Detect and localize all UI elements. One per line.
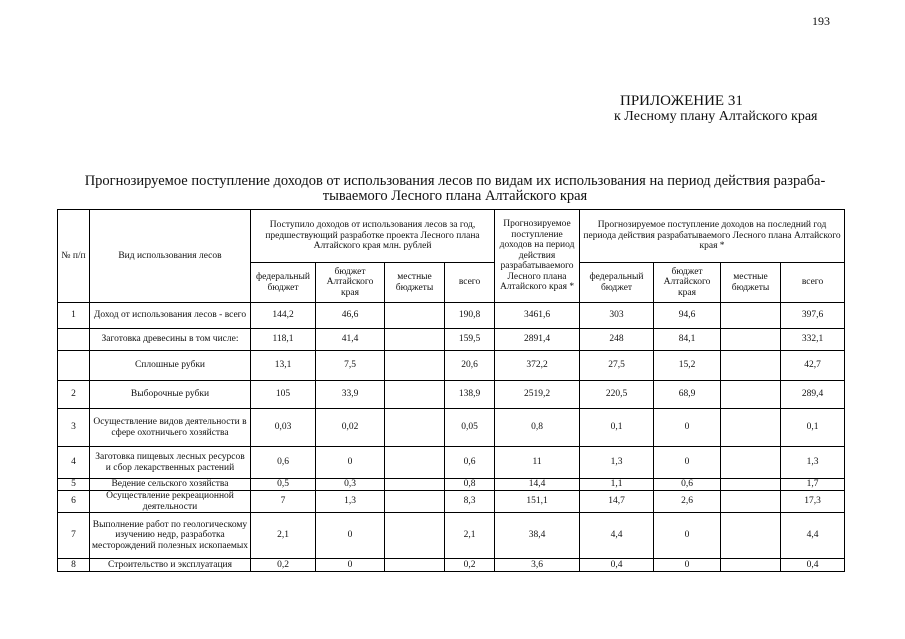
cell-total: 0,8 xyxy=(445,479,495,491)
cell-total-last: 17,3 xyxy=(781,491,845,513)
cell-local-last xyxy=(721,513,781,559)
cell-federal-last: 1,1 xyxy=(580,479,654,491)
cell-forecast-period: 38,4 xyxy=(495,513,580,559)
cell-total: 190,8 xyxy=(445,303,495,329)
cell-regional: 0 xyxy=(316,513,385,559)
row-name: Выполнение работ по геологическому изучению недр, разработка месторождений полезных ископаемых xyxy=(90,513,251,559)
cell-local-last xyxy=(721,303,781,329)
cell-federal: 7 xyxy=(251,491,316,513)
row-name: Сплошные рубки xyxy=(90,351,251,381)
cell-local xyxy=(385,513,445,559)
revenue-table xyxy=(57,209,845,572)
cell-total: 0,2 xyxy=(445,559,495,572)
row-name: Ведение сельского хозяйства xyxy=(90,479,251,491)
cell-federal: 0,03 xyxy=(251,409,316,447)
table-row xyxy=(58,479,845,491)
cell-forecast-period: 372,2 xyxy=(495,351,580,381)
cell-federal-last: 303 xyxy=(580,303,654,329)
row-name: Строительство и эксплуатация xyxy=(90,559,251,572)
cell-total-last: 4,4 xyxy=(781,513,845,559)
cell-regional: 1,3 xyxy=(316,491,385,513)
cell-federal: 105 xyxy=(251,381,316,409)
cell-federal-last: 1,3 xyxy=(580,447,654,479)
cell-federal: 13,1 xyxy=(251,351,316,381)
cell-local xyxy=(385,409,445,447)
cell-forecast-period: 3461,6 xyxy=(495,303,580,329)
header-type: Вид использования лесов xyxy=(90,210,251,303)
cell-regional: 0,02 xyxy=(316,409,385,447)
row-name: Доход от использования лесов - всего xyxy=(90,303,251,329)
cell-local-last xyxy=(721,447,781,479)
cell-regional-last: 0 xyxy=(654,409,721,447)
row-number: 1 xyxy=(58,303,90,329)
table-row xyxy=(58,409,845,447)
cell-federal-last: 0,1 xyxy=(580,409,654,447)
cell-local-last xyxy=(721,409,781,447)
cell-federal: 144,2 xyxy=(251,303,316,329)
cell-total: 159,5 xyxy=(445,329,495,351)
cell-regional-last: 68,9 xyxy=(654,381,721,409)
document-title xyxy=(40,174,870,204)
row-number: 4 xyxy=(58,447,90,479)
cell-local-last xyxy=(721,329,781,351)
header-regional: бюджет Алтайского края xyxy=(316,263,385,303)
header-total-last: всего xyxy=(781,263,845,303)
cell-regional-last: 2,6 xyxy=(654,491,721,513)
appendix-line-1: ПРИЛОЖЕНИЕ 31 xyxy=(620,93,743,109)
cell-regional-last: 0 xyxy=(654,559,721,572)
header-received-group: Поступило доходов от использования лесов за год, предшествующий разработке проекта Лесного плана Алтайского края млн. рублей xyxy=(251,210,495,263)
row-name: Выборочные рубки xyxy=(90,381,251,409)
row-number: 3 xyxy=(58,409,90,447)
cell-regional-last: 94,6 xyxy=(654,303,721,329)
cell-local-last xyxy=(721,559,781,572)
cell-total-last: 289,4 xyxy=(781,381,845,409)
table-row xyxy=(58,381,845,409)
cell-federal: 0,5 xyxy=(251,479,316,491)
cell-total: 0,05 xyxy=(445,409,495,447)
cell-total: 0,6 xyxy=(445,447,495,479)
row-name: Осуществление рекреационной деятельности xyxy=(90,491,251,513)
cell-total: 138,9 xyxy=(445,381,495,409)
cell-federal: 0,2 xyxy=(251,559,316,572)
cell-federal-last: 27,5 xyxy=(580,351,654,381)
cell-local-last xyxy=(721,381,781,409)
row-number xyxy=(58,329,90,351)
cell-regional-last: 0,6 xyxy=(654,479,721,491)
cell-forecast-period: 151,1 xyxy=(495,491,580,513)
appendix-heading xyxy=(580,94,880,124)
cell-total-last: 332,1 xyxy=(781,329,845,351)
cell-regional: 33,9 xyxy=(316,381,385,409)
header-regional-last: бюджет Алтайского края xyxy=(654,263,721,303)
cell-forecast-period: 2519,2 xyxy=(495,381,580,409)
row-name: Заготовка древесины в том числе: xyxy=(90,329,251,351)
cell-regional: 46,6 xyxy=(316,303,385,329)
cell-forecast-period: 11 xyxy=(495,447,580,479)
header-row-top xyxy=(58,210,845,263)
cell-local xyxy=(385,303,445,329)
cell-local-last xyxy=(721,491,781,513)
table-row xyxy=(58,513,845,559)
cell-total: 2,1 xyxy=(445,513,495,559)
row-name: Осуществление видов деятельности в сфере охотничьего хозяйства xyxy=(90,409,251,447)
table-body xyxy=(58,303,845,572)
row-number: 7 xyxy=(58,513,90,559)
table-row xyxy=(58,491,845,513)
cell-local xyxy=(385,559,445,572)
title-line-1: Прогнозируемое поступление доходов от использования лесов по видам их использования на период действия разраба- xyxy=(84,173,826,189)
row-number: 5 xyxy=(58,479,90,491)
cell-total-last: 0,4 xyxy=(781,559,845,572)
row-number: 8 xyxy=(58,559,90,572)
cell-local xyxy=(385,351,445,381)
cell-forecast-period: 0,8 xyxy=(495,409,580,447)
cell-federal: 118,1 xyxy=(251,329,316,351)
row-number: 6 xyxy=(58,491,90,513)
header-forecast-period: Прогнозируемое поступление доходов на период действия разрабатываемого Лесного плана Алтайского края * xyxy=(495,210,580,303)
header-local: местные бюджеты xyxy=(385,263,445,303)
cell-local-last xyxy=(721,351,781,381)
cell-total-last: 397,6 xyxy=(781,303,845,329)
cell-regional: 0 xyxy=(316,559,385,572)
header-local-last: местные бюджеты xyxy=(721,263,781,303)
cell-federal: 2,1 xyxy=(251,513,316,559)
cell-local xyxy=(385,479,445,491)
cell-federal-last: 14,7 xyxy=(580,491,654,513)
cell-federal: 0,6 xyxy=(251,447,316,479)
cell-total-last: 1,7 xyxy=(781,479,845,491)
cell-federal-last: 220,5 xyxy=(580,381,654,409)
cell-regional-last: 15,2 xyxy=(654,351,721,381)
cell-federal-last: 4,4 xyxy=(580,513,654,559)
cell-regional-last: 0 xyxy=(654,447,721,479)
cell-federal-last: 248 xyxy=(580,329,654,351)
cell-total: 8,3 xyxy=(445,491,495,513)
row-name: Заготовка пищевых лесных ресурсов и сбор лекарственных растений xyxy=(90,447,251,479)
table-row xyxy=(58,303,845,329)
cell-forecast-period: 14,4 xyxy=(495,479,580,491)
cell-forecast-period: 2891,4 xyxy=(495,329,580,351)
cell-regional-last: 84,1 xyxy=(654,329,721,351)
header-num: № п/п xyxy=(58,210,90,303)
header-federal: федеральный бюджет xyxy=(251,263,316,303)
appendix-line-2: к Лесному плану Алтайского края xyxy=(614,109,818,124)
cell-regional: 41,4 xyxy=(316,329,385,351)
cell-total: 20,6 xyxy=(445,351,495,381)
table-row xyxy=(58,447,845,479)
header-federal-last: федеральный бюджет xyxy=(580,263,654,303)
row-number: 2 xyxy=(58,381,90,409)
cell-regional: 0 xyxy=(316,447,385,479)
cell-regional-last: 0 xyxy=(654,513,721,559)
cell-local xyxy=(385,447,445,479)
cell-total-last: 0,1 xyxy=(781,409,845,447)
page-number: 193 xyxy=(812,14,830,28)
table-row xyxy=(58,329,845,351)
table-row xyxy=(58,559,845,572)
header-forecast-last-group: Прогнозируемое поступление доходов на последний год периода действия разрабатываемого Лесного плана Алтайского края * xyxy=(580,210,845,263)
cell-local xyxy=(385,329,445,351)
cell-local xyxy=(385,491,445,513)
title-line-2: тываемого Лесного плана Алтайского края xyxy=(322,188,588,204)
cell-total-last: 42,7 xyxy=(781,351,845,381)
cell-forecast-period: 3,6 xyxy=(495,559,580,572)
row-number xyxy=(58,351,90,381)
cell-local xyxy=(385,381,445,409)
cell-regional: 7,5 xyxy=(316,351,385,381)
cell-regional: 0,3 xyxy=(316,479,385,491)
cell-federal-last: 0,4 xyxy=(580,559,654,572)
header-total: всего xyxy=(445,263,495,303)
cell-local-last xyxy=(721,479,781,491)
cell-total-last: 1,3 xyxy=(781,447,845,479)
table-row xyxy=(58,351,845,381)
